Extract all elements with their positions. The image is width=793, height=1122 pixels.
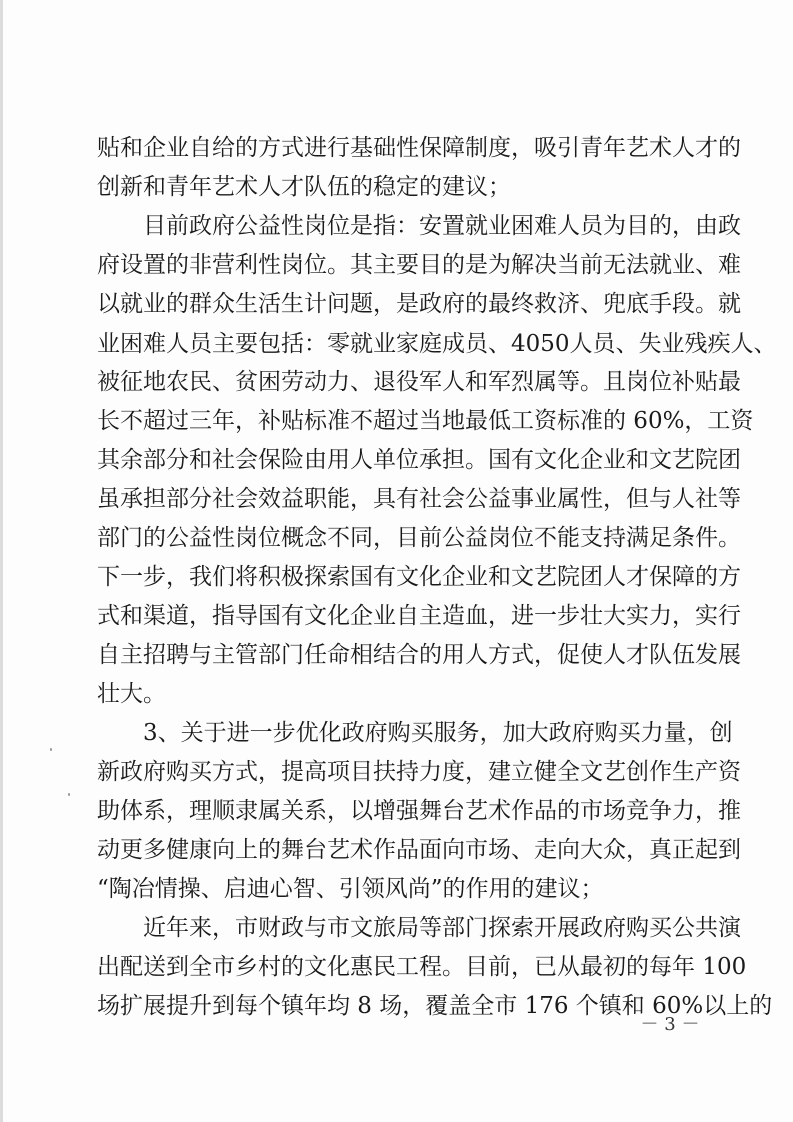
- body-text-line: 出配送到全市乡村的文化惠民工程。目前，已从最初的每年 100: [97, 954, 747, 980]
- body-text-line: “陶冶情操、启迪心智、引领风尚”的作用的建议；: [97, 876, 604, 902]
- body-text-line: 虽承担部分社会效益职能，具有社会公益事业属性，但与人社等: [97, 486, 741, 512]
- body-text-line: 下一步，我们将积极探索国有文化企业和文艺院团人才保障的方: [97, 564, 741, 590]
- body-text-line: 贴和企业自给的方式进行基础性保障制度，吸引青年艺术人才的: [97, 135, 741, 161]
- body-text-line: 其余部分和社会保险由用人单位承担。国有文化企业和文艺院团: [97, 447, 741, 473]
- body-text-line: 3、关于进一步优化政府购买服务，加大政府购买力量，创: [97, 720, 733, 746]
- body-text-line: 部门的公益性岗位概念不同，目前公益岗位不能支持满足条件。: [97, 525, 741, 551]
- scan-speck: [50, 748, 52, 751]
- body-text-line: 新政府购买方式，提高项目扶持力度，建立健全文艺创作生产资: [97, 759, 741, 785]
- body-text-line: 助体系，理顺隶属关系，以增强舞台艺术作品的市场竞争力，推: [97, 798, 741, 824]
- body-text-line: 自主招聘与主管部门任命相结合的用人方式，促使人才队伍发展: [97, 642, 741, 668]
- body-text-line: 以就业的群众生活生计问题，是政府的最终救济、兜底手段。就: [97, 291, 741, 317]
- page-edge-shadow: [0, 0, 3, 1122]
- body-text-line: 壮大。: [97, 681, 166, 707]
- page-number: － 3 －: [640, 1014, 700, 1035]
- body-text-line: 动更多健康向上的舞台艺术作品面向市场、走向大众，真正起到: [97, 837, 741, 863]
- body-text-line: 近年来，市财政与市文旅局等部门探索开展政府购买公共演: [97, 915, 741, 941]
- body-text-line: 府设置的非营利性岗位。其主要目的是为解决当前无法就业、难: [97, 252, 741, 278]
- body-text-line: 式和渠道，指导国有文化企业自主造血，进一步壮大实力，实行: [97, 603, 741, 629]
- body-text-line: 被征地农民、贫困劳动力、退役军人和军烈属等。且岗位补贴最: [97, 369, 741, 395]
- scan-speck: [68, 793, 70, 796]
- body-text-line: 长不超过三年，补贴标准不超过当地最低工资标准的 60%，工资: [97, 408, 754, 434]
- body-text-line: 目前政府公益性岗位是指：安置就业困难人员为目的，由政: [97, 213, 741, 239]
- body-text-line: 场扩展提升到每个镇年均 8 场，覆盖全市 176 个镇和 60%以上的: [97, 993, 773, 1019]
- body-text-line: 业困难人员主要包括：零就业家庭成员、4050人员、失业残疾人、: [97, 331, 777, 357]
- body-text-line: 创新和青年艺术人才队伍的稳定的建议；: [97, 174, 511, 200]
